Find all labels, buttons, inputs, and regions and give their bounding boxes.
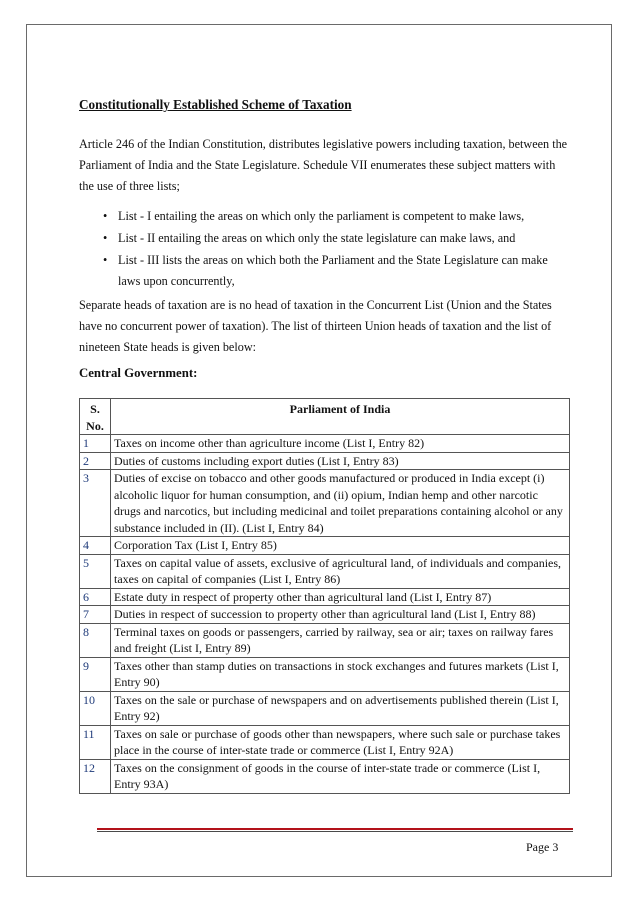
table-row xyxy=(80,759,570,793)
row-text: Taxes on income other than agriculture income (List I, Entry 82) xyxy=(111,435,570,453)
bullet-text: List - II entailing the areas on which only the state legislature can make laws, and xyxy=(118,231,516,245)
row-number: 1 xyxy=(80,435,111,453)
bullet-icon: • xyxy=(103,209,108,223)
row-number: 6 xyxy=(80,588,111,606)
row-number: 11 xyxy=(80,725,111,759)
parliament-header: Parliament of India xyxy=(111,399,570,435)
footer-rule xyxy=(97,828,573,830)
heads-paragraph: Separate heads of taxation are is no head of taxation in the Concurrent List (Union and the States have no concurrent power of taxation). The list of thirteen Union heads of taxation and the list of nineteen State heads is given below: xyxy=(79,298,552,354)
row-text: Terminal taxes on goods or passengers, carried by railway, sea or air; taxes on railway fares and freight (List I, Entry 89) xyxy=(111,623,570,657)
intro-paragraph: Article 246 of the Indian Constitution, distributes legislative powers including taxation, between the Parliament of India and the State Legislature. Schedule VII enumerates these subject matters with the use of three lists; xyxy=(79,137,568,193)
row-number: 2 xyxy=(80,452,111,470)
row-number: 10 xyxy=(80,691,111,725)
union-tax-heads-table xyxy=(79,398,570,794)
table-row xyxy=(80,537,570,555)
row-text: Taxes on the sale or purchase of newspapers and on advertisements published therein (List I, Entry 92) xyxy=(111,691,570,725)
table-row xyxy=(80,470,570,537)
footer-rule-underline xyxy=(97,831,573,832)
bullet-text: List - I entailing the areas on which only the parliament is competent to make laws, xyxy=(118,209,525,223)
table-row xyxy=(80,725,570,759)
bullet-icon: • xyxy=(103,253,108,267)
row-text: Duties in respect of succession to property other than agricultural land (List I, Entry 88) xyxy=(111,606,570,624)
row-number: 3 xyxy=(80,470,111,537)
row-text: Taxes on capital value of assets, exclusive of agricultural land, of individuals and companies, taxes on capital of companies (List I, Entry 86) xyxy=(111,554,570,588)
row-text: Duties of customs including export duties (List I, Entry 83) xyxy=(111,452,570,470)
row-text: Estate duty in respect of property other than agricultural land (List I, Entry 87) xyxy=(111,588,570,606)
table-row xyxy=(80,435,570,453)
bullet-item-list-3 xyxy=(79,250,570,292)
row-number: 9 xyxy=(80,657,111,691)
table-row xyxy=(80,452,570,470)
bullet-text: List - III lists the areas on which both the Parliament and the State Legislature can make laws upon concurrently, xyxy=(118,253,548,288)
row-number: 4 xyxy=(80,537,111,555)
table-header-row xyxy=(80,399,570,435)
serial-number-header: S. No. xyxy=(80,399,111,435)
row-text: Taxes on sale or purchase of goods other than newspapers, where such sale or purchase takes place in the course of inter-state trade or commerce (List I, Entry 92A) xyxy=(111,725,570,759)
row-number: 8 xyxy=(80,623,111,657)
table-row xyxy=(80,657,570,691)
central-government-subheading: Central Government: xyxy=(79,366,198,380)
table-row xyxy=(80,691,570,725)
row-text: Taxes on the consignment of goods in the course of inter-state trade or commerce (List I, Entry 93A) xyxy=(111,759,570,793)
table-row xyxy=(80,623,570,657)
bullet-icon: • xyxy=(103,231,108,245)
lists-bullet-list xyxy=(79,206,570,293)
row-number: 7 xyxy=(80,606,111,624)
page-number: Page 3 xyxy=(526,840,559,854)
row-text: Corporation Tax (List I, Entry 85) xyxy=(111,537,570,555)
section-heading: Constitutionally Established Scheme of Taxation xyxy=(79,97,352,112)
bullet-item-list-1 xyxy=(79,206,570,227)
row-number: 12 xyxy=(80,759,111,793)
table-row xyxy=(80,588,570,606)
table-row xyxy=(80,606,570,624)
row-number: 5 xyxy=(80,554,111,588)
table-row xyxy=(80,554,570,588)
row-text: Duties of excise on tobacco and other goods manufactured or produced in India except (i) alcoholic liquor for human consumption, and (ii) opium, Indian hemp and other narcotic drugs and narcotics, but including medicinal and toilet preparations containing alcohol or any substance included in (II). (List I, Entry 84) xyxy=(111,470,570,537)
bullet-item-list-2 xyxy=(79,228,570,249)
row-text: Taxes other than stamp duties on transactions in stock exchanges and futures markets (List I, Entry 90) xyxy=(111,657,570,691)
